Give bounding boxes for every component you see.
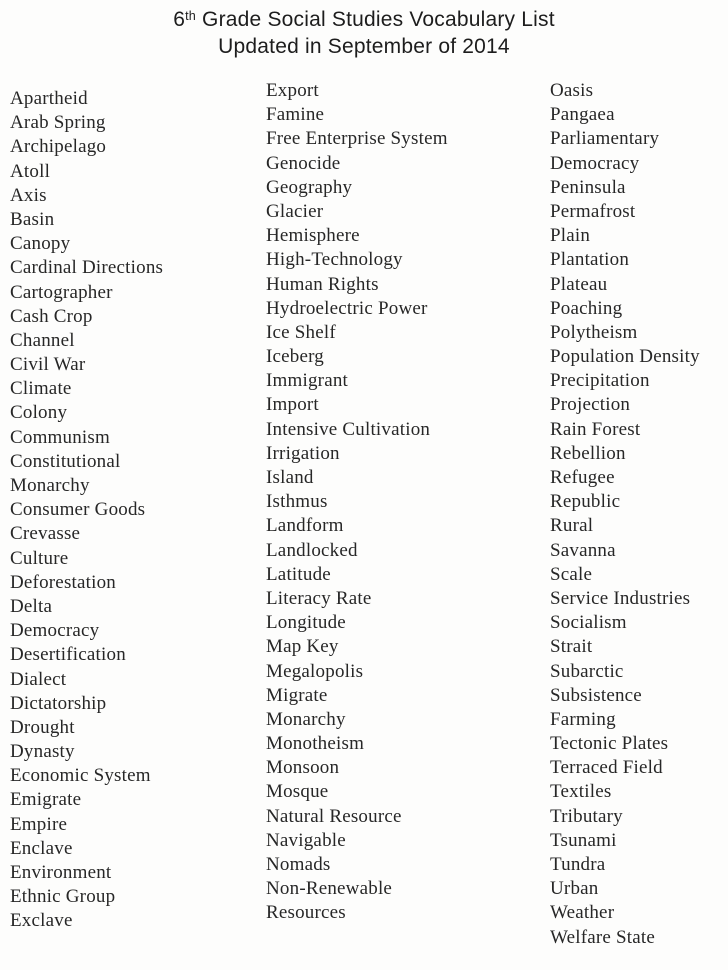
- page-title-number: 6: [173, 8, 186, 31]
- vocab-term: Farming: [550, 708, 616, 730]
- vocab-term: Rebellion: [550, 442, 626, 464]
- vocab-term: Environment: [10, 862, 112, 883]
- vocab-term: Irrigation: [266, 442, 340, 464]
- vocab-term: Tectonic Plates: [550, 733, 669, 755]
- vocab-term: Plantation: [550, 249, 630, 271]
- vocab-term: Civil War: [10, 354, 86, 376]
- vocab-term: Genocide: [266, 152, 341, 174]
- vocab-term: Export: [266, 80, 319, 101]
- vocab-term: Immigrant: [266, 370, 349, 392]
- vocab-term: Refugee: [550, 467, 615, 488]
- page-subtitle: Updated in September of 2014: [218, 35, 510, 58]
- vocab-term: Empire: [10, 813, 68, 835]
- vocab-term: Plain: [550, 225, 591, 247]
- vocab-term: Democracy: [10, 620, 100, 642]
- vocab-term: Rural: [550, 515, 594, 537]
- vocab-term: Peninsula: [550, 176, 626, 198]
- vocab-term: High-Technology: [266, 249, 403, 271]
- vocab-term: Precipitation: [550, 370, 650, 392]
- vocab-term: Terraced Field: [550, 757, 663, 779]
- vocab-term: Latitude: [266, 563, 331, 585]
- vocab-term: Dynasty: [10, 741, 75, 763]
- vocab-term: Megalopolis: [266, 660, 364, 682]
- vocab-term: Free Enterprise System: [266, 128, 448, 150]
- vocab-term: Rain Forest: [550, 418, 641, 440]
- vocab-term: Mosque: [266, 781, 329, 803]
- vocab-term: Cash Crop: [10, 305, 93, 327]
- vocab-column-1: [10, 87, 260, 934]
- vocab-term: Permafrost: [550, 200, 636, 222]
- vocab-term: Monarchy: [10, 475, 90, 496]
- vocab-term: Economic System: [10, 765, 151, 787]
- page-header: [0, 6, 728, 60]
- vocab-term: Cardinal Directions: [10, 257, 164, 279]
- page-title-ordinal-superscript: th: [185, 9, 197, 24]
- vocab-term: Desertification: [10, 644, 126, 666]
- vocab-term: Monotheism: [266, 733, 365, 755]
- vocab-term: Landform: [266, 515, 344, 537]
- vocab-term: Poaching: [550, 297, 623, 319]
- vocab-term: Tundra: [550, 854, 606, 875]
- vocab-term: Democracy: [550, 152, 640, 174]
- vocab-term: Projection: [550, 394, 631, 416]
- vocab-term: Consumer Goods: [10, 499, 146, 521]
- vocab-term: Welfare State: [550, 926, 655, 948]
- vocab-term: Monsoon: [266, 757, 340, 779]
- vocab-term: Axis: [10, 184, 47, 206]
- vocab-term: Textiles: [550, 781, 612, 803]
- vocab-term: Exclave: [10, 910, 73, 932]
- vocab-term: Parliamentary: [550, 128, 660, 150]
- vocab-term: Crevasse: [10, 523, 81, 545]
- vocab-term: Navigable: [266, 829, 346, 851]
- vocab-term: Natural Resource: [266, 805, 402, 827]
- vocab-term: Pangaea: [550, 104, 615, 126]
- vocab-term: Non-Renewable: [266, 878, 393, 900]
- vocab-term: Delta: [10, 595, 53, 617]
- vocab-term: Intensive Cultivation: [266, 418, 431, 440]
- vocab-term: Savanna: [550, 539, 616, 561]
- vocab-term: Famine: [266, 104, 325, 126]
- vocab-term: Oasis: [550, 80, 594, 101]
- vocab-term: Geography: [266, 176, 353, 198]
- vocab-term: Basin: [10, 208, 55, 230]
- vocab-term: Literacy Rate: [266, 587, 372, 609]
- vocab-term: Cartographer: [10, 281, 113, 303]
- vocab-term: Tributary: [550, 805, 623, 827]
- vocab-term: Ethnic Group: [10, 886, 116, 908]
- vocab-term: Weather: [550, 902, 615, 924]
- vocab-term: Dialect: [10, 668, 67, 690]
- vocab-term: Subsistence: [550, 684, 642, 706]
- vocab-term: Ice Shelf: [266, 321, 336, 343]
- vocab-term: Archipelago: [10, 136, 107, 158]
- vocab-term: Enclave: [10, 837, 73, 859]
- vocab-term: Emigrate: [10, 789, 82, 811]
- vocab-term: Population Density: [550, 346, 700, 368]
- page-title-text: Grade Social Studies Vocabulary List: [196, 8, 555, 31]
- vocab-term: Dictatorship: [10, 692, 107, 714]
- vocab-term: Migrate: [266, 684, 328, 706]
- vocab-term: Island: [266, 467, 314, 488]
- vocab-term: Human Rights: [266, 273, 379, 295]
- vocab-term: Apartheid: [10, 88, 88, 109]
- vocab-term: Resources: [266, 902, 346, 924]
- vocab-term: Deforestation: [10, 571, 117, 593]
- vocab-term: Canopy: [10, 233, 71, 255]
- vocab-term: Iceberg: [266, 346, 325, 368]
- vocab-term: Communism: [10, 426, 110, 448]
- vocab-term: Service Industries: [550, 587, 691, 609]
- vocab-term: Strait: [550, 636, 593, 658]
- vocab-term: Landlocked: [266, 539, 358, 561]
- vocab-term: Subarctic: [550, 660, 624, 682]
- vocab-term: Republic: [550, 491, 621, 513]
- vocab-term: Tsunami: [550, 829, 617, 851]
- vocab-term: Drought: [10, 716, 75, 738]
- vocab-term: Map Key: [266, 636, 339, 658]
- vocab-term: Arab Spring: [10, 112, 106, 134]
- vocab-term: Urban: [550, 878, 599, 900]
- vocab-term: Hemisphere: [266, 225, 360, 247]
- vocab-term: Plateau: [550, 273, 608, 295]
- vocab-term: Colony: [10, 402, 68, 424]
- vocab-term: Monarchy: [266, 708, 346, 730]
- vocab-term: Longitude: [266, 612, 346, 634]
- vocab-term: Socialism: [550, 612, 627, 634]
- vocab-term: Nomads: [266, 854, 331, 875]
- vocab-term: Scale: [550, 563, 593, 585]
- vocab-term: Polytheism: [550, 321, 638, 343]
- vocab-term: Climate: [10, 378, 72, 400]
- vocab-column-3: [550, 79, 728, 950]
- vocab-term: Channel: [10, 329, 75, 351]
- page-title: [0, 6, 728, 33]
- vocab-column-2: [266, 79, 546, 926]
- vocab-term: Atoll: [10, 160, 51, 182]
- vocab-term: Isthmus: [266, 491, 328, 513]
- vocab-term: Hydroelectric Power: [266, 297, 428, 319]
- vocab-term: Import: [266, 394, 319, 416]
- vocab-term: Culture: [10, 547, 69, 569]
- vocab-term: Glacier: [266, 200, 324, 222]
- vocab-term: Constitutional: [10, 450, 121, 472]
